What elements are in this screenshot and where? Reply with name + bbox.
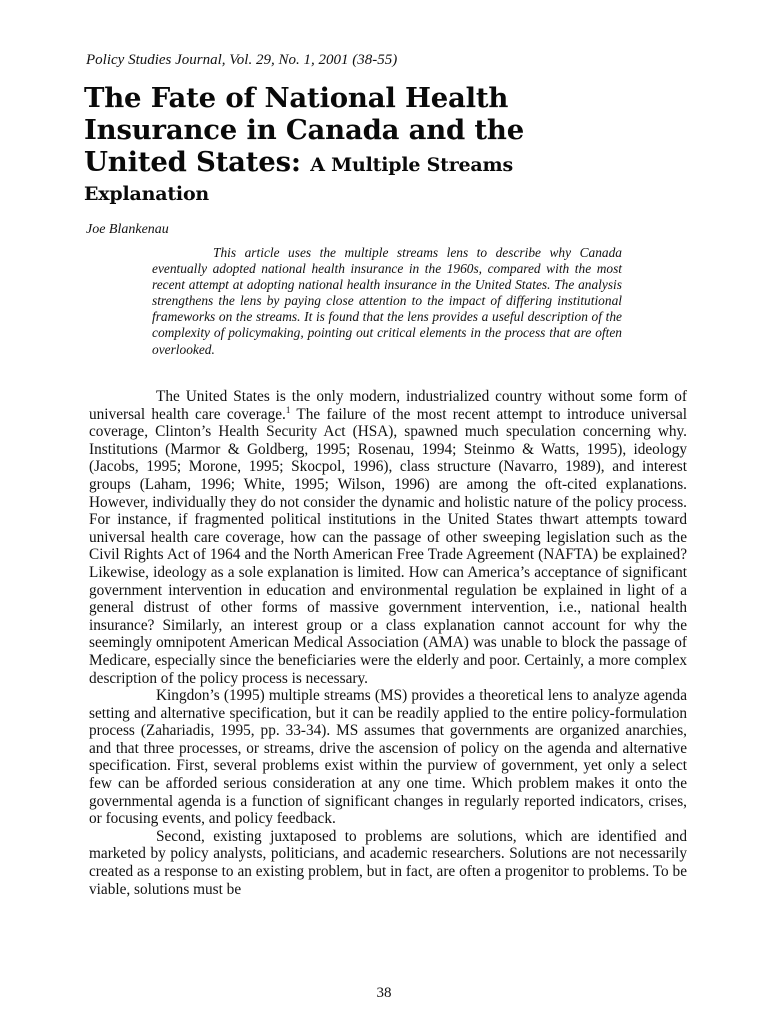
journal-citation: Policy Studies Journal, Vol. 29, No. 1, 2001 (38-55) bbox=[86, 52, 398, 68]
abstract-text: This article uses the multiple streams lens to describe why Canada eventually adopted national health insurance in the 1960s, compared with the most recent attempt at adopting national health insurance in the United States. The analysis strengthens the lens by paying close attention to the impact of differing institutional frameworks on the streams. It is found that the lens provides a useful description of the complexity of policymaking, pointing out critical elements in the process that are often overlooked. bbox=[152, 245, 622, 357]
body-text bbox=[89, 388, 687, 898]
paragraph-1-text-a: The United States is the only modern, industrialized country without some form of universal health care coverage. bbox=[89, 388, 687, 423]
paragraph-2: Kingdon’s (1995) multiple streams (MS) provides a theoretical lens to analyze agenda setting and alternative specification, but it can be readily applied to the entire policy-formulation process (Zahariadis, 1995, pp. 33-34). MS assumes that governments are organized anarchies, and that three processes, or streams, drive the ascension of policy on the agenda and alternative specification. First, several problems exist within the purview of government, yet only a select few can be afforded serious consideration at any one time. Which problem makes it onto the governmental agenda is a function of significant changes in regularly reported indicators, crises, or focusing events, and policy feedback. bbox=[89, 687, 687, 828]
title-line-3 bbox=[84, 146, 684, 181]
paragraph-1 bbox=[89, 388, 687, 687]
footnote-marker[interactable]: 1 bbox=[285, 404, 291, 415]
abstract bbox=[152, 245, 622, 358]
subtitle-part-2: Explanation bbox=[84, 183, 210, 205]
title-line-1: The Fate of National Health bbox=[84, 82, 509, 114]
paragraph-1-text-b: The failure of the most recent attempt to introduce universal coverage, Clinton’s Health Security Act (HSA), spawned much speculation concerning why. Institutions (Marmor & Goldberg, 1995; Rosenau, 1994; Steinmo & Watts, 1995), ideology (Jacobs, 1995; Morone, 1995; Skocpol, 1996), class structure (Navarro, 1989), and interest groups (Laham, 1996; White, 1995; Wilson, 1996) are among the oft-cited explanations. However, individually they do not consider the dynamic and holistic nature of the policy process. For instance, if fragmented political institutions in the United States thwart attempts toward universal health care coverage, how can the passage of other sweeping legislation such as the Civil Rights Act of 1964 and the North American Free Trade Agreement (NAFTA) be explained? Likewise, ideology as a sole explanation is limited. How can America’s acceptance of significant government intervention in education and environmental regulation be explained in light of a general distrust of other forms of massive government intervention, i.e., national health insurance? Similarly, an interest group or a class explanation cannot account for why the seemingly omnipotent American Medical Association (AMA) was unable to block the passage of Medicare, especially since the beneficiaries were the elderly and poor. Certainly, a more complex description of the policy process is necessary. bbox=[89, 405, 687, 687]
author-name: Joe Blankenau bbox=[86, 222, 169, 237]
subtitle-part-1: A Multiple Streams bbox=[310, 154, 513, 176]
article-title bbox=[84, 82, 684, 207]
title-line-3-main: United States: bbox=[84, 146, 301, 178]
paragraph-3: Second, existing juxtaposed to problems are solutions, which are identified and marketed by policy analysts, politicians, and academic researchers. Solutions are not necessarily created as a response to an existing problem, but in fact, are often a progenitor to problems. To be viable, solutions must be bbox=[89, 827, 687, 898]
title-line-2: Insurance in Canada and the bbox=[84, 114, 525, 146]
page-number: 38 bbox=[376, 985, 392, 1001]
